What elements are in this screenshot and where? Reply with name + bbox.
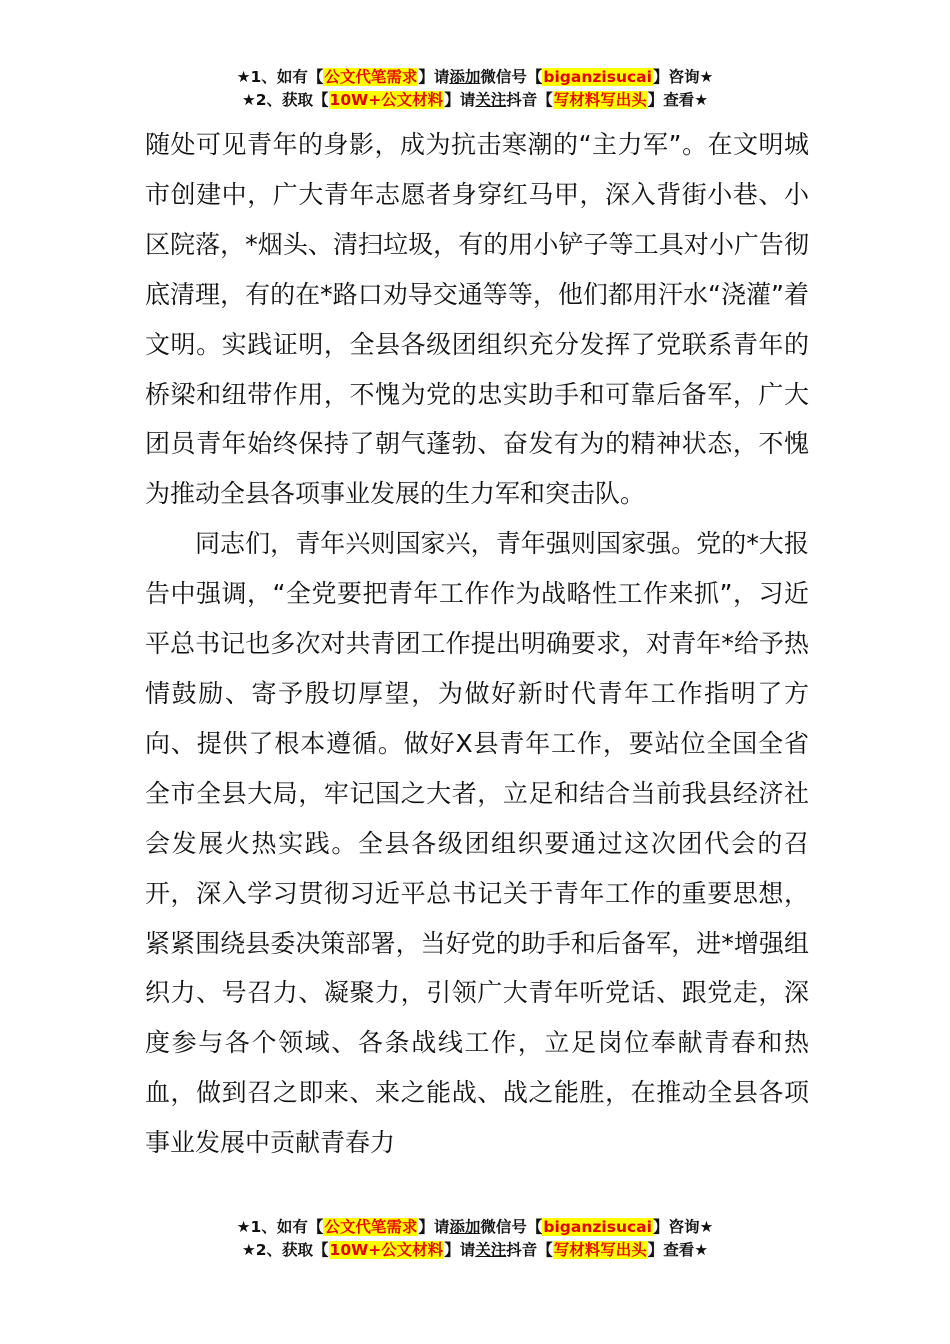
footer-banner bbox=[0, 1216, 950, 1262]
banner-text: 】查看★ bbox=[647, 1241, 709, 1259]
header-banner bbox=[0, 66, 950, 112]
banner-text: 抖音【 bbox=[506, 91, 553, 109]
banner-text: 】咨询★ bbox=[652, 1218, 714, 1236]
banner-text: 】请 bbox=[444, 1241, 476, 1259]
banner-text: 微信号【 bbox=[480, 1218, 543, 1236]
highlight-text: 写材料写出头 bbox=[553, 1241, 647, 1259]
banner-text: 】查看★ bbox=[647, 91, 709, 109]
banner-text: 】请 bbox=[418, 68, 450, 86]
underlined-text: 添加 bbox=[449, 1218, 481, 1236]
banner-line-2 bbox=[0, 89, 950, 112]
highlight-text: 公文代笔需求 bbox=[324, 1218, 418, 1236]
banner-text: ★1、如有【 bbox=[236, 1218, 324, 1236]
banner-text: 抖音【 bbox=[506, 1241, 553, 1259]
banner-line-2 bbox=[0, 1239, 950, 1262]
document-body bbox=[145, 120, 809, 1168]
highlight-text: 公文代笔需求 bbox=[324, 68, 418, 86]
paragraph-2: 同志们，青年兴则国家兴，青年强则国家强。党的*大报告中强调，“全党要把青年工作作为战略性工作来抓”，习近平总书记也多次对共青团工作提出明确要求，对青年*给予热情鼓励、寄予殷切厚望，为做好新时代青年工作指明了方向、提供了根本遵循。做好X县青年工作，要站位全国全省全市全县大局，牢记国之大者，立足和结合当前我县经济社会发展火热实践。全县各级团组织要通过这次团代会的召开，深入学习贯彻习近平总书记关于青年工作的重要思想，紧紧围绕县委决策部署，当好党的助手和后备军，进*增强组织力、号召力、凝聚力，引领广大青年听党话、跟党走，深度参与各个领域、各条战线工作，立足岗位奉献青春和热血，做到召之即来、来之能战、战之能胜，在推动全县各项事业发展中贡献青春力 bbox=[145, 529, 809, 1158]
highlight-text: 10W+公文材料 bbox=[329, 91, 444, 109]
banner-line-1 bbox=[0, 1216, 950, 1239]
highlight-text: 写材料写出头 bbox=[553, 91, 647, 109]
banner-text: 】请 bbox=[444, 91, 476, 109]
highlight-text: biganzisucai bbox=[543, 1218, 652, 1236]
banner-line-1 bbox=[0, 66, 950, 89]
banner-text: 】请 bbox=[418, 1218, 450, 1236]
highlight-text: biganzisucai bbox=[543, 68, 652, 86]
banner-text: 】咨询★ bbox=[652, 68, 714, 86]
highlight-text: 10W+公文材料 bbox=[329, 1241, 444, 1259]
underlined-text: 关注 bbox=[475, 91, 507, 109]
banner-text: 微信号【 bbox=[480, 68, 543, 86]
underlined-text: 关注 bbox=[475, 1241, 507, 1259]
banner-text: ★2、获取【 bbox=[241, 91, 329, 109]
banner-text: ★2、获取【 bbox=[241, 1241, 329, 1259]
underlined-text: 添加 bbox=[449, 68, 481, 86]
paragraph-1: 随处可见青年的身影，成为抗击寒潮的“主力军”。在文明城市创建中，广大青年志愿者身穿红马甲，深入背街小巷、小区院落，*烟头、清扫垃圾，有的用小铲子等工具对小广告彻底清理，有的在*路口劝导交通等等，他们都用汗水“浇灌”着文明。实践证明，全县各级团组织充分发挥了党联系青年的桥梁和纽带作用，不愧为党的忠实助手和可靠后备军，广大团员青年始终保持了朝气蓬勃、奋发有为的精神状态，不愧为推动全县各项事业发展的生力军和突击队。 bbox=[145, 130, 809, 509]
banner-text: ★1、如有【 bbox=[236, 68, 324, 86]
